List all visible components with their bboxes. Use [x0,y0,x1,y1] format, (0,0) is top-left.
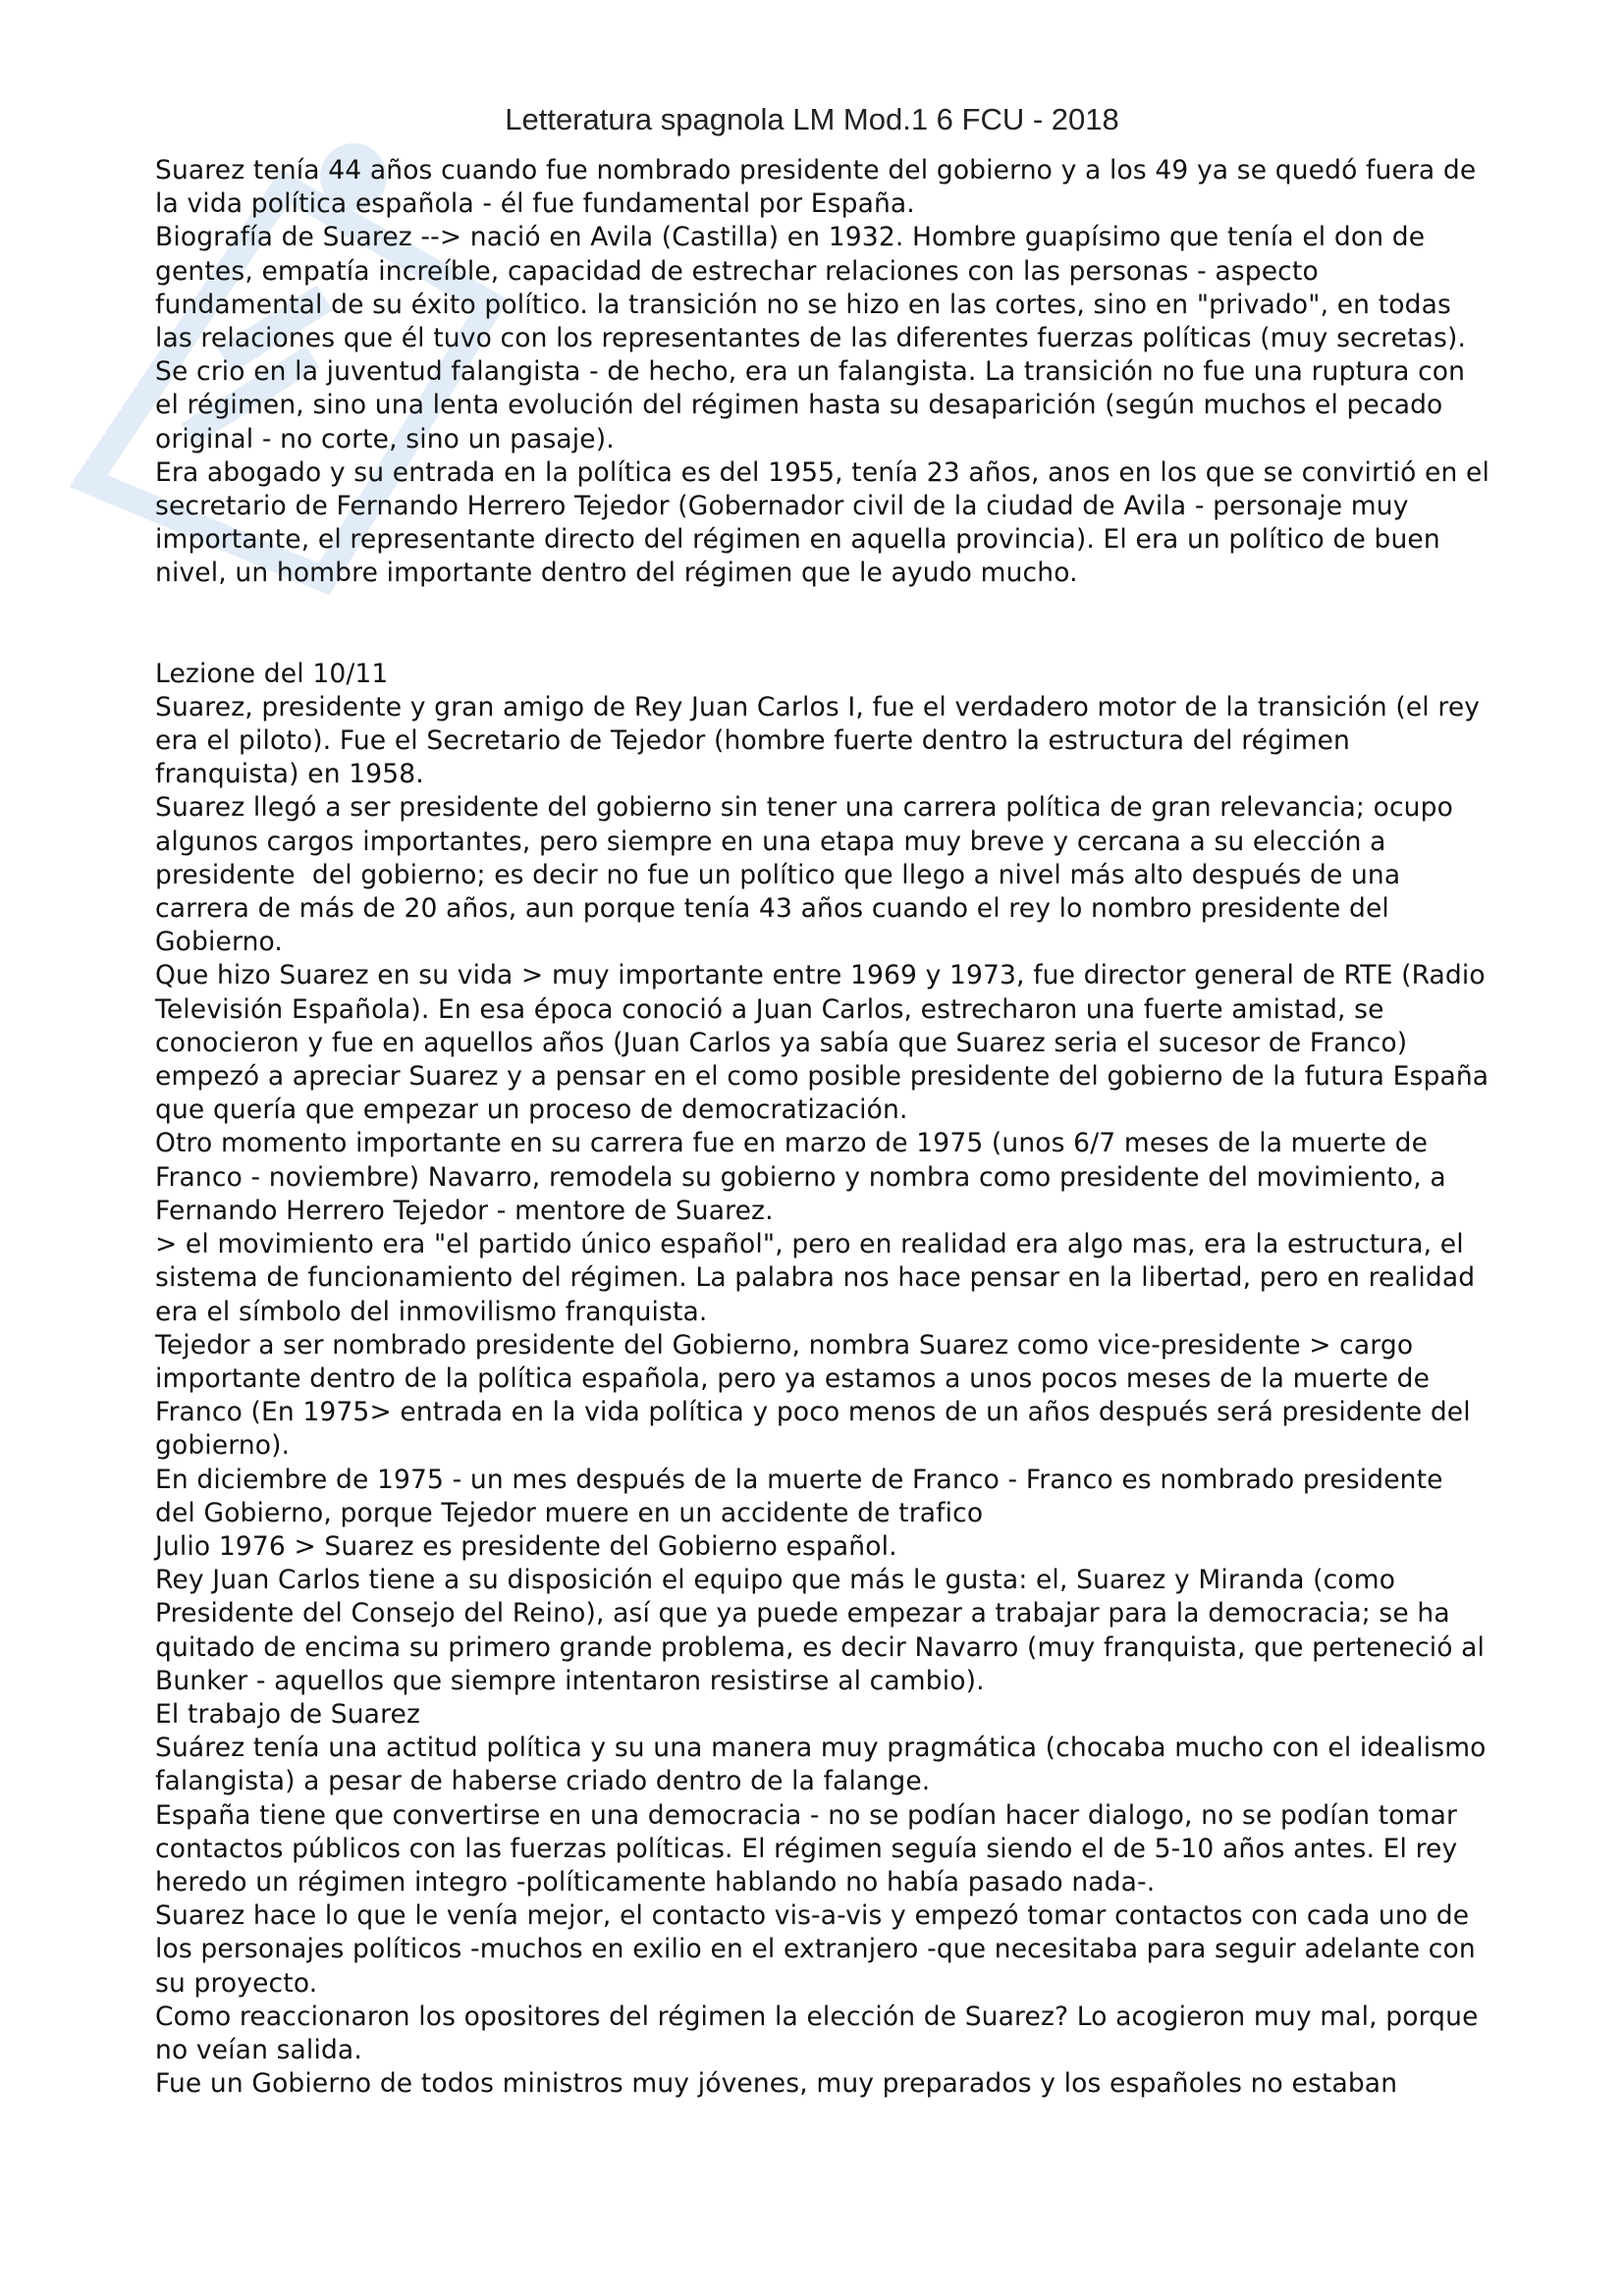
paragraph: Se crio en la juventud falangista - de hecho, era un falangista. La transición no fue una ruptura con el régimen, sino una lenta evolución del régimen hasta su desaparición (según muchos el pecado original - no corte, sino un pasaje). [155,356,1474,454]
subheading: El trabajo de Suarez [155,1698,421,1730]
paragraph: España tiene que convertirse en una democracia - no se podían hacer dialogo, no se podían tomar contactos públicos con las fuerzas políticas. El régimen seguía siendo el de 5-10 años antes. El rey heredo un régimen integro -políticamente hablando no había pasado nada-. [155,1799,1466,1897]
paragraph: Suarez, presidente y gran amigo de Rey Juan Carlos I, fue el verdadero motor de la transición (el rey era el piloto). Fue el Secretario de Tejedor (hombre fuerte dentro la estructura del régimen franquista) en 1958. [155,691,1489,790]
paragraph: > el movimiento era "el partido único español", pero en realidad era algo mas, era la estructura, el sistema de funcionamiento del régimen. La palabra nos hace pensar en la libertad, pero en realidad era el símbolo del inmovilismo franquista. [155,1229,1484,1327]
paragraph: Julio 1976 > Suarez es presidente del Gobierno español. [155,1530,897,1562]
paragraph: En diciembre de 1975 - un mes después de la muerte de Franco - Franco es nombrado presidente del Gobierno, porque Tejedor muere en un accidente de trafico [155,1464,1452,1528]
paragraph: Suarez llegó a ser presidente del gobierno sin tener una carrera política de gran relevancia; ocupo algunos cargos importantes, pero siempre en una etapa muy breve y cercana a su elección a presidente del gobierno; es decir no fue un político que llego a nivel más alto después de una carrera de más de 20 años, aun porque tenía 43 años cuando el rey lo nombro presidente del Gobierno. [155,792,1462,958]
paragraph: Era abogado y su entrada en la política es del 1955, tenía 23 años, anos en los que se convirtió en el secretario de Fernando Herrero Tejedor (Gobernador civil de la ciudad de Avila - personaje muy importante, el representante directo del régimen en aquella provincia). El era un político de buen nivel, un hombre importante dentro del régimen que le ayudo mucho. [155,456,1498,589]
lesson-heading: Lezione del 10/11 [155,658,389,689]
section-gap [155,591,1490,658]
paragraph: Rey Juan Carlos tiene a su disposición el equipo que más le gusta: el, Suarez y Miranda (como Presidente del Consejo del Reino), así que ya puede empezar a trabajar para la democracia; se ha quitado de encima su primero grande problema, es decir Navarro (muy franquista, que perteneció al Bunker - aquellos que siempre intentaron resistirse al cambio). [155,1565,1493,1696]
paragraph: Suarez hace lo que le venía mejor, el contacto vis-a-vis y empezó tomar contactos con cada uno de los personajes políticos -muchos en exilio en el extranjero -que necesitaba para seguir adelante con su proyecto. [155,1900,1485,1999]
paragraph: Que hizo Suarez en su vida > muy importante entre 1969 y 1973, fue director general de RTE (Radio Televisión Española). En esa época conoció a Juan Carlos, estrecharon una fuerte amistad, se conocieron y fue en aquellos años (Juan Carlos ya sabía que Suarez seria el sucesor de Franco) empezó a apreciar Suarez y a pensar en el como posible presidente del gobierno de la futura España que quería que empezar un proceso de democratización. [155,960,1502,1126]
paragraph: Suárez tenía una actitud política y su una manera muy pragmática (chocaba mucho con el idealismo falangista) a pesar de haberse criado dentro de la falange. [155,1733,1495,1797]
paragraph: Tejedor a ser nombrado presidente del Gobierno, nombra Suarez como vice-presidente > cargo importante dentro de la política española, pero ya estamos a unos pocos meses de la muerte de Franco (En 1975> entrada en la vida política y poco menos de un años después será presidente del gobierno). [155,1329,1480,1462]
paragraph: Suarez tenía 44 años cuando fue nombrado presidente del gobierno y a los 49 ya se quedó fuera de la vida política española - él fue fundamental por España. [155,155,1485,220]
paragraph: Como reaccionaron los opositores del régimen la elección de Suarez? Lo acogieron muy mal, porque no veían salida. [155,2001,1488,2065]
paragraph: Biografía de Suarez --> nació en Avila (Castilla) en 1932. Hombre guapísimo que tenía el don de gentes, empatía increíble, capacidad de estrechar relaciones con las personas - aspecto fundamental de su éxito político. la transición no se hizo en las cortes, sino en "privado", en todas las relaciones que él tuvo con los representantes de las diferentes fuerzas políticas (muy secretas). [155,222,1467,354]
paragraph: Fue un Gobierno de todos ministros muy jóvenes, muy preparados y los españoles no estaban [155,2068,1398,2100]
page-header: Letteratura spagnola LM Mod.1 6 FCU - 2018 [505,102,1119,136]
document-body [155,154,1502,2101]
paragraph: Otro momento importante en su carrera fue en marzo de 1975 (unos 6/7 meses de la muerte de Franco - noviembre) Navarro, remodela su gobierno y nombra como presidente del movimiento, a Fernando Herrero Tejedor - mentore de Suarez. [155,1128,1455,1226]
